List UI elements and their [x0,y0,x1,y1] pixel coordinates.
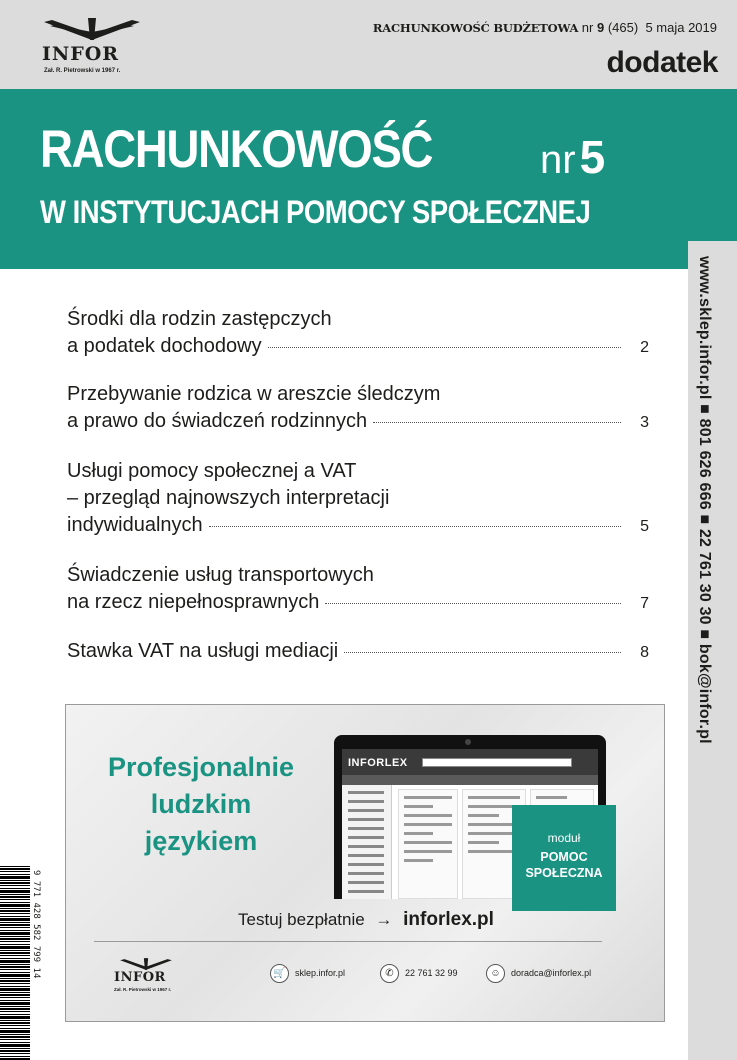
phone-icon: ✆ [380,964,399,983]
app-header [342,749,598,775]
toc-leader-dots [344,652,621,653]
toc-item-title-line: Stawka VAT na usługi mediacji [67,640,339,662]
page-subtitle: W INSTYTUCJACH POMOCY SPOŁECZNEJ [40,194,591,230]
publication-name: RACHUNKOWOŚĆ BUDŻETOWA [372,21,579,35]
logo-text: INFOR [114,970,166,985]
contact-phone[interactable] [380,963,458,983]
toc-page-number: 5 [640,518,649,535]
toc-leader-dots [209,526,621,527]
app-logo: INFORLEX [348,757,408,769]
ad-slogan [96,749,306,860]
issue-number: 9 [596,20,605,35]
toc-item[interactable] [67,306,649,361]
toc-leader-dots [268,347,621,348]
toc-leader-dots [325,603,621,604]
barcode-digits: 9 771 428 582 799 14 [31,870,41,979]
toc-item[interactable] [67,458,649,540]
toc-item-title-line: na rzecz niepełnosprawnych [67,591,320,613]
toc-item-title-line: indywidualnych [67,514,203,536]
toc-item-title-line: a prawo do świadczeń rodzinnych [67,410,368,432]
eagle-wings-icon [42,16,142,42]
contact-phone-text: 22 761 32 99 [405,968,458,978]
ad-divider [94,941,602,942]
logo-since: Zał. R. Pietrowski w 1967 r. [44,68,121,74]
module-label: moduł [547,831,581,845]
laptop-camera [465,739,471,745]
user-icon: ☺ [486,964,505,983]
toc-item-title-line: Przebywanie rodzica w areszcie śledczym [67,383,441,405]
contact-shop[interactable] [270,963,345,983]
module-box [512,805,616,911]
app-sidebar [342,785,392,899]
toc-item-title-line: a podatek dochodowy [67,335,262,357]
toc-item[interactable] [67,562,649,617]
toc-page-number: 7 [640,595,649,612]
issue-date: 5 maja 2019 [645,20,717,35]
infor-logo-small [106,957,186,997]
issue-badge [540,130,605,184]
nr-value: 5 [579,131,606,183]
toc-page-number: 8 [640,644,649,661]
contact-email-text: doradca@inforlex.pl [511,968,592,978]
toc-item[interactable] [67,638,649,666]
app-menu [342,775,598,785]
cta-link[interactable]: inforlex.pl [403,909,494,930]
app-column [398,789,458,899]
ad-slogan-line: Profesjonalnie [107,752,295,782]
toc-item-title-line: Środki dla rodzin zastępczych [67,308,332,330]
title-banner [0,89,737,269]
module-name: POMOC SPOŁECZNA [525,850,603,880]
toc-item[interactable] [67,381,649,436]
issue-info [373,20,717,35]
barcode-bars [0,866,30,1060]
cta-text: Testuj bezpłatnie [238,910,365,929]
logo-since: Zał. R. Pietrowski w 1967 r. [114,987,172,992]
supplement-label: dodatek [606,46,718,79]
nr-label: nr [540,138,576,182]
ad-cta[interactable] [66,909,665,931]
contact-strip-text[interactable]: www.sklep.infor.pl ■ 801 626 666 ■ 22 761 30 30 ■ bok@infor.pl [696,256,713,744]
contact-shop-text: sklep.infor.pl [295,968,346,978]
toc-leader-dots [373,422,621,423]
issue-total: (465) [607,20,639,35]
infor-logo[interactable] [38,16,148,76]
contact-email[interactable] [486,963,591,983]
app-search-input [422,758,572,767]
issue-prefix: nr [581,20,594,35]
eagle-wings-icon [111,957,181,971]
toc-item-title-line: – przegląd najnowszych interpretacji [67,487,390,509]
barcode [0,866,44,1060]
toc-item-title-line: Świadczenie usług transportowych [67,564,374,586]
inforlex-ad[interactable] [65,704,665,1022]
toc-page-number: 2 [640,339,649,356]
cart-icon: 🛒 [270,964,289,983]
ad-slogan-line: językiem [144,826,258,856]
toc-page-number: 3 [640,414,649,431]
header-bar [0,0,737,89]
page-title: RACHUNKOWOŚĆ [40,120,433,179]
toc-item-title-line: Usługi pomocy społecznej a VAT [67,460,357,482]
ad-slogan-line: ludzkim [150,789,252,819]
arrow-right-icon: → [375,910,393,929]
logo-text: INFOR [42,43,120,65]
